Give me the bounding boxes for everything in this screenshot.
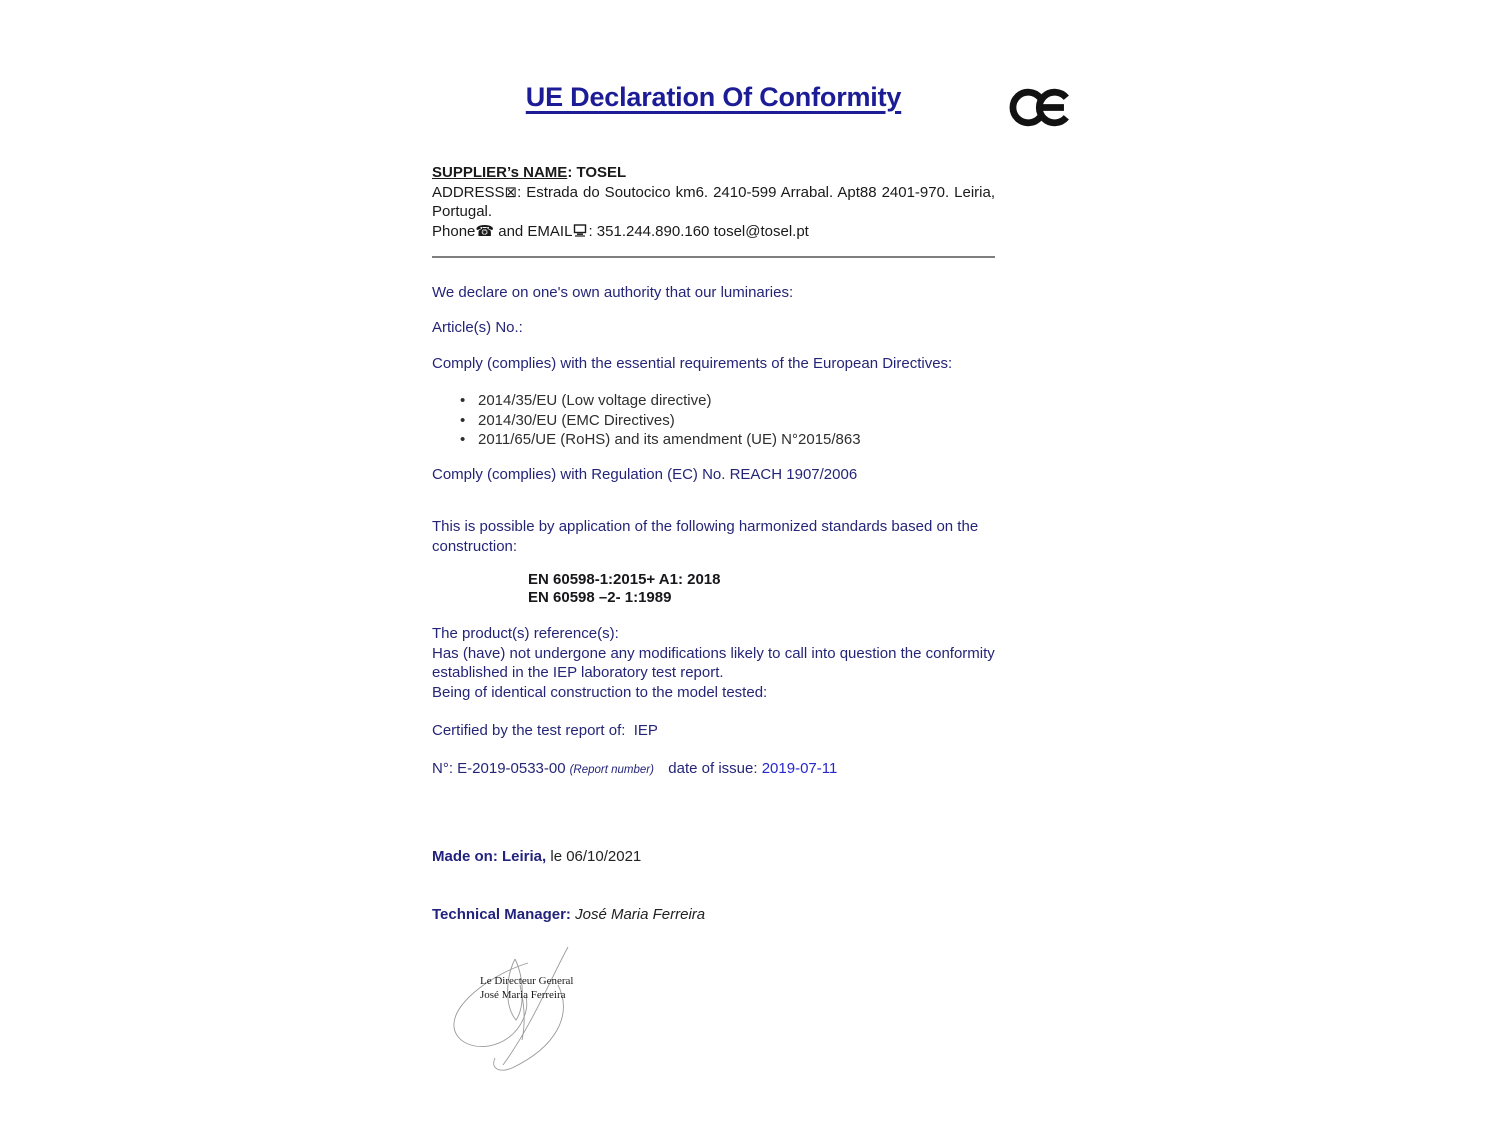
email-label: and EMAIL [494, 222, 573, 240]
address-label: ADDRESS [432, 183, 505, 201]
made-on-label: Made on: Leiria, [432, 848, 547, 865]
report-number-note: (Report number) [569, 764, 654, 776]
supplier-name-value: : TOSEL [567, 164, 627, 181]
supplier-address-line [432, 183, 995, 222]
issue-date: 2019-07-11 [761, 760, 838, 777]
article-paragraph: Article(s) No.: [432, 319, 523, 336]
signature-title: Le Directeur General [480, 975, 574, 987]
manager-label: Technical Manager: [432, 906, 571, 923]
supplier-contact-line [432, 222, 995, 242]
product-reference-line: The product(s) reference(s): [432, 625, 619, 642]
issue-label: date of issue: [659, 760, 762, 777]
computer-icon [573, 224, 587, 237]
signature-block [440, 945, 590, 1075]
declaration-document [432, 0, 995, 1125]
directive-item: • 2014/30/EU (EMC Directives) [432, 411, 995, 431]
report-number: N°: E-2019-0533-00 [432, 760, 566, 777]
comply-directives-paragraph: Comply (complies) with the essential requirements of the European Directives: [432, 355, 953, 372]
made-on-line [432, 847, 995, 867]
made-on-value: le 06/10/2021 [546, 848, 642, 865]
contact-value: : 351.244.890.160 tosel@tosel.pt [588, 222, 809, 240]
supplier-name-label: SUPPLIER’s NAME [432, 164, 568, 181]
ce-logo-icon [1007, 83, 1075, 132]
manager-value: José Maria Ferreira [570, 906, 706, 923]
divider-line [432, 256, 995, 258]
directives-list [432, 391, 995, 450]
standard-item: EN 60598-1:2015+ A1: 2018 [528, 571, 721, 588]
phone-label: Phone [432, 222, 476, 240]
supplier-block [432, 163, 995, 241]
identical-line: Being of identical construction to the model tested: [432, 683, 768, 701]
signature-name: José Maria Ferreira [480, 988, 566, 1001]
report-line [432, 759, 995, 781]
signature-text [480, 975, 600, 1002]
manager-line [432, 905, 995, 925]
comply-reach-paragraph: Comply (complies) with Regulation (EC) No. REACH 1907/2006 [432, 466, 858, 483]
standards-list [432, 571, 995, 606]
phone-icon: ☎ [475, 221, 495, 240]
directive-item: • 2014/35/EU (Low voltage directive) [432, 391, 995, 411]
standard-item: EN 60598 –2- 1:1989 [528, 588, 672, 606]
product-paragraph [432, 624, 995, 702]
harmonized-intro-paragraph: This is possible by application of the following harmonized standards based on the construction: [432, 518, 979, 555]
page-title [432, 82, 995, 112]
declare-paragraph: We declare on one's own authority that our luminaries: [432, 284, 794, 301]
directive-item: • 2011/65/UE (RoHS) and its amendment (UE) N°2015/863 [432, 430, 995, 450]
certified-paragraph: Certified by the test report of: IEP [432, 722, 658, 739]
modifications-line: Has (have) not undergone any modifications likely to call into question the conformity established in the IEP laboratory test report. [432, 644, 995, 681]
signature-scribble [440, 945, 590, 1075]
address-value: : Estrada do Soutocico km6. 2410-599 Arrabal. Apt88 2401-970. Leiria, Portugal. [432, 183, 995, 220]
supplier-name-line [432, 163, 995, 183]
page-title-text: UE Declaration Of Conformity [525, 82, 902, 112]
envelope-icon: ⊠ [504, 182, 518, 201]
